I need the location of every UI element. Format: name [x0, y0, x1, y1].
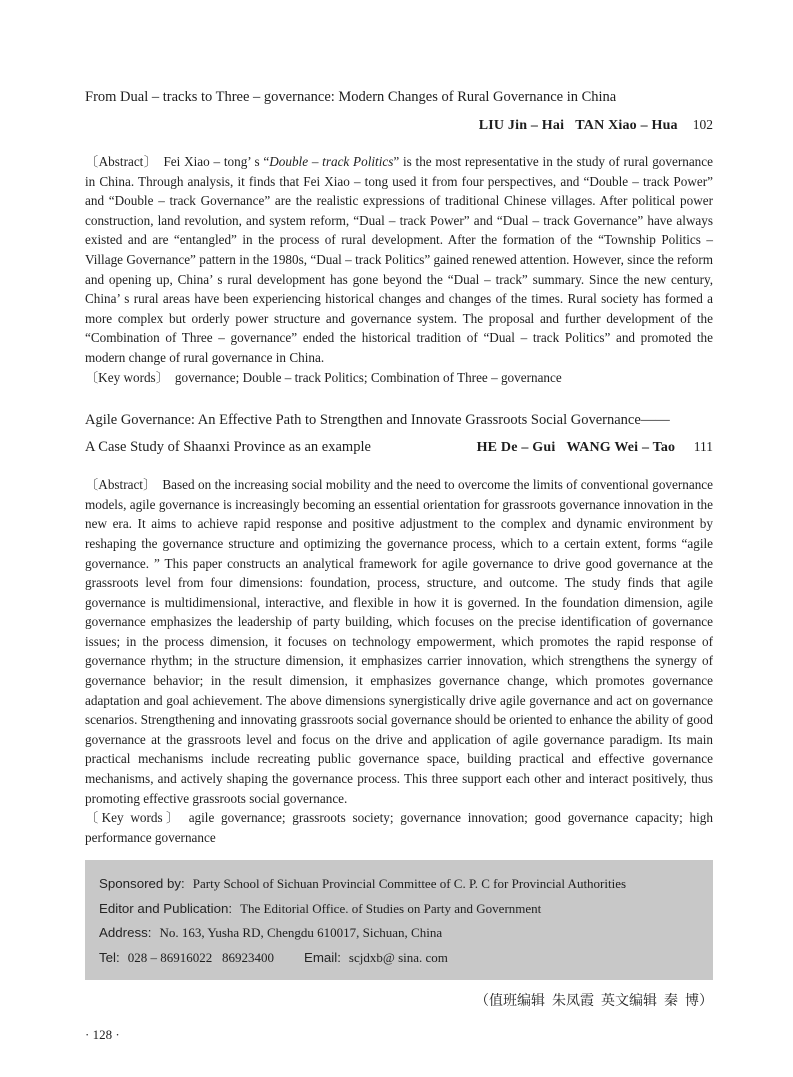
article-2-title: Agile Governance: An Effective Path to Strengthen and Innovate Grassroots Social Governance——	[85, 412, 670, 429]
article-2-subtitle-line	[85, 435, 713, 459]
keywords-label: 〔Key words〕	[85, 369, 169, 385]
abstract-label: 〔Abstract〕	[85, 154, 158, 169]
article-1-keywords	[85, 368, 713, 388]
address-row	[99, 921, 703, 946]
sponsored-by-label: Sponsored by:	[99, 876, 185, 892]
email-label: Email:	[303, 949, 341, 965]
editor-publication-label: Editor and Publication:	[99, 900, 233, 916]
address-value: No. 163, Yusha RD, Chengdu 610017, Sichuan, China	[159, 925, 443, 941]
tel-email-row	[99, 946, 703, 971]
email-value: scjdxb@ sina. com	[348, 949, 448, 965]
sponsor-row	[99, 872, 703, 897]
editor-publication-value: The Editorial Office. of Studies on Party and Government	[240, 900, 542, 916]
article-2	[85, 409, 713, 847]
publisher-info-box	[85, 860, 713, 980]
page-content	[85, 0, 713, 1043]
abstract-italic-phrase: Double – track Politics	[269, 154, 394, 169]
article-1-title: From Dual – tracks to Three – governance: Modern Changes of Rural Governance in China	[85, 89, 617, 105]
keywords-text: agile governance; grassroots society; governance innovation; good governance capacity; high performance governance	[85, 810, 713, 845]
tel-value: 028 – 86916022 86923400	[127, 949, 274, 965]
abstract-text: Based on the increasing social mobility and the need to overcome the limits of conventional governance models, agile governance is increasingly becoming an essential orientation for grassroots governance innovation in the new era. It aims to achieve rapid response and positive adjustment to the complex and dynamic environment by reshaping the governance structure and optimizing the governance process, which to a certain extent, forms “agile governance. ” This paper constructs an analytical framework for agile governance to drive good governance at the grassroots level from four dimensions: foundation, process, structure, and outcome. The study finds that agile governance is multidimensional, interactive, and flexible in how it is governed. In the foundation dimension, agile governance emphasizes the leadership of party building, which focuses on the precise identification of governance issues; in the process dimension, it focuses on technology empowerment, which promotes the rapid response of governance rhythm; in the structure dimension, it emphasizes carrier innovation, which strengthens the synergy of governance behavior; in the result dimension, it emphasizes governance change, which promotes governance adaptation and goal achievement. The above dimensions synergistically drive agile governance and act on governance scenarios. Strengthening and innovating grassroots social governance should be oriented to enhance the ability of good governance at the grassroots level and focus on the drive and application of agile governance paradigm. Its main practical mechanisms include recreating public governance space, building practical and effective governance mechanisms, and actively shaping the governance process. This three support each other and interact positively, thus promoting effective grassroots social governance.	[85, 477, 713, 806]
article-2-keywords	[85, 808, 713, 847]
article-2-abstract	[85, 475, 713, 808]
abstract-text: ” is the most representative in the study of rural governance in China. Through analysis, it finds that Fei Xiao – tong used it from four perspectives, and “Double – track Power” and “Double – track Governance” are the realistic expressions of traditional Chinese villages. After political power construction, land revolution, and system reform, “Dual – track Power” and “Dual – track Governance” have always existed and are “entangled” in the process of rural development. After the formation of the “Township Politics – Village Governance” pattern in the 1980s, “Dual – track Politics” gained renewed attention. However, since the reform and opening up, China’ s rural development has gone beyond the “Dual – track” summary. Since the new century, China’ s rural areas have been experiencing historical changes and changes of the times. Rural society has formed a more complex but orderly power structure and governance system. The proposal and further development of the “Combination of Three – governance” ended the historical tradition of “Dual – track Politics” and promoted the modern change of rural governance in China.	[85, 154, 713, 365]
article-2-authors: HE De – Gui WANG Wei – Tao	[476, 440, 676, 456]
abstract-text: Fei Xiao – tong’ s “	[163, 154, 270, 169]
keywords-label: 〔Key words〕	[85, 810, 183, 826]
editor-publication-row	[99, 897, 703, 922]
abstract-label: 〔Abstract〕	[85, 477, 157, 493]
address-label: Address:	[99, 925, 152, 941]
article-2-page-ref: 111	[693, 439, 713, 455]
article-1-authors: LIU Jin – Hai TAN Xiao – Hua	[478, 118, 678, 133]
article-2-subtitle: A Case Study of Shaanxi Province as an example	[85, 439, 371, 456]
editors-note: （值班编辑 朱凤霞 英文编辑 秦 博）	[475, 994, 713, 1010]
keywords-text: governance; Double – track Politics; Combination of Three – governance	[174, 369, 562, 385]
sponsored-by-value: Party School of Sichuan Provincial Committee of C. P. C for Provincial Authorities	[192, 876, 627, 892]
article-1-abstract	[85, 152, 713, 368]
page-number: · 128 ·	[85, 1027, 120, 1043]
article-1-byline	[85, 115, 713, 136]
tel-label: Tel:	[99, 949, 120, 965]
article-1-page-ref: 102	[692, 117, 713, 132]
article-2-byline	[477, 435, 713, 459]
article-1	[85, 86, 713, 387]
